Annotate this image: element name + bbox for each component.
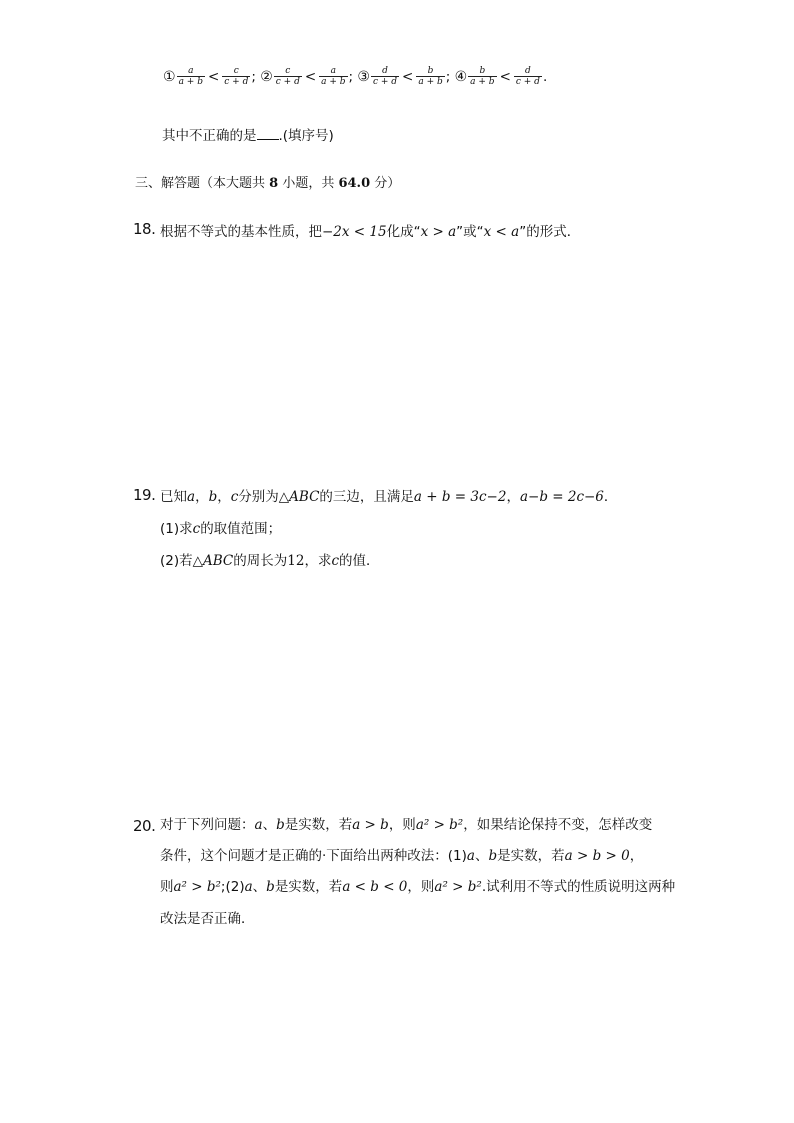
q19-text: 已知a，b，c分别为△ABC的三边，且满足a + b = 3c−2，a−b = 2c−6． xyxy=(160,489,618,505)
option-3-mark: ③ xyxy=(357,68,370,85)
q20-line-3: 则a² > b²;(2)a、b是实数，若a < b < 0，则a² > b².试利用不等式的性质说明这两种 xyxy=(160,879,676,895)
option-2-mark: ② xyxy=(260,68,273,85)
q20-line-2: 条件，这个问题才是正确的·下面给出两种改法：(1)a、b是实数，若a > b > 0， xyxy=(160,848,644,864)
fraction: $\frac{c}{c + d}$ xyxy=(275,66,300,87)
q17-prompt: 其中不正确的是 .(填序号) xyxy=(162,128,334,144)
option-4-mark: ④ xyxy=(454,68,468,85)
section-header: 三、解答题（本大题共 8 小题，共 64.0 分） xyxy=(135,176,401,191)
fraction: $\frac{a}{a + b}$ xyxy=(178,66,203,87)
option-2: ② $\frac{c}{c + d}$ < $\frac{a}{a + b}$ ; xyxy=(260,66,354,87)
question-number: 19. xyxy=(133,486,156,504)
fraction: $\frac{d}{c + d}$ xyxy=(515,66,540,87)
option-3: ③ $\frac{d}{c + d}$ < $\frac{b}{a + b}$ ; xyxy=(357,66,451,87)
option-4: ④ $\frac{b}{a + b}$ < $\frac{d}{c + d}$ . xyxy=(454,66,548,87)
fraction: $\frac{c}{c + d}$ xyxy=(224,66,249,87)
fraction: $\frac{b}{a + b}$ xyxy=(470,66,495,87)
q19-part-1: (1)求c的取值范围； xyxy=(160,521,282,537)
question-number: 18. xyxy=(133,220,156,238)
question-number: 20. xyxy=(133,817,156,835)
q18-text: 根据不等式的基本性质，把−2x < 15化成“x > a”或“x < a”的形式． xyxy=(160,224,581,240)
fraction: $\frac{b}{a + b}$ xyxy=(418,66,443,87)
q19-part-2: (2)若△ABC的周长为12，求c的值． xyxy=(160,553,380,569)
fraction: $\frac{a}{a + b}$ xyxy=(321,66,346,87)
fraction: $\frac{d}{c + d}$ xyxy=(372,66,398,87)
option-1-mark: ① xyxy=(163,68,176,85)
option-1: ① $\frac{a}{a + b}$ < $\frac{c}{c + d}$ ; xyxy=(163,66,256,87)
answer-blank[interactable] xyxy=(257,127,279,140)
q20-line-4: 改法是否正确． xyxy=(160,911,255,927)
q20-line-1: 对于下列问题：a、b是实数，若a > b，则a² > b²，如果结论保持不变，怎样改变 xyxy=(160,817,653,833)
q17-options-line xyxy=(163,66,547,87)
